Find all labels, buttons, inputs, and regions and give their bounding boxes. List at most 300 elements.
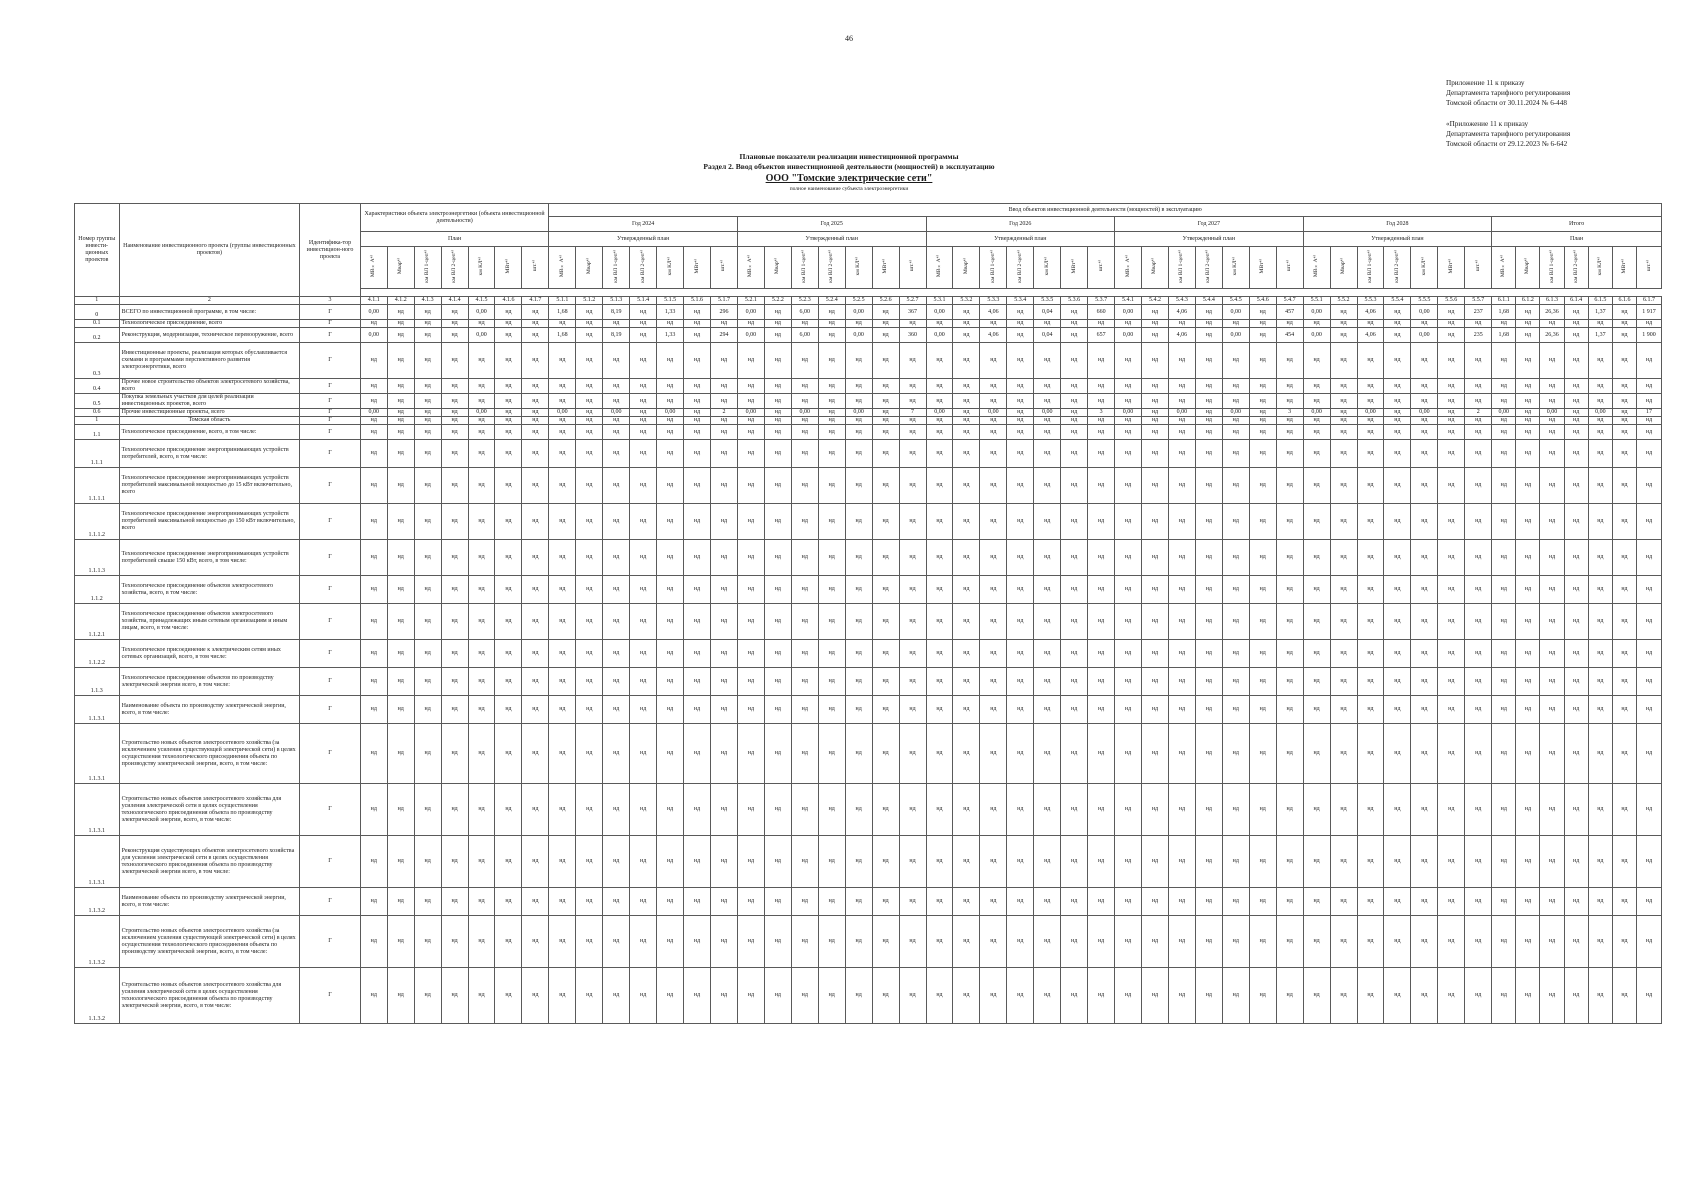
value-cell: нд (1357, 343, 1384, 379)
column-code: 4.1.6 (495, 297, 522, 305)
value-cell: нд (1564, 328, 1588, 343)
value-cell: нд (711, 425, 738, 440)
value-cell: 296 (711, 305, 738, 320)
value-cell: нд (576, 540, 603, 576)
column-code: 5.2.3 (791, 297, 818, 305)
value-cell: нд (684, 320, 711, 328)
value-cell: нд (1249, 394, 1276, 409)
value-cell: нд (414, 540, 441, 576)
value-cell: нд (1276, 576, 1303, 604)
value-cell: нд (953, 888, 980, 916)
header-commissioning: Ввод объектов инвестиционной деятельности (мощностей) в эксплуатацию (549, 204, 1662, 217)
value-cell: нд (657, 379, 684, 394)
value-cell: нд (1142, 468, 1169, 504)
value-cell: 2 (711, 409, 738, 417)
value-cell: нд (630, 576, 657, 604)
value-cell: нд (1588, 640, 1612, 668)
value-cell: нд (1465, 468, 1492, 504)
value-cell: нд (899, 343, 926, 379)
value-cell: нд (1384, 417, 1411, 425)
unit-label: шт.⁴⁾ (531, 260, 538, 272)
value-cell: нд (953, 440, 980, 468)
value-cell: нд (1438, 417, 1465, 425)
value-cell: нд (1303, 417, 1330, 425)
value-cell: нд (549, 784, 576, 836)
value-cell: нд (684, 668, 711, 696)
value-cell: нд (1115, 440, 1142, 468)
value-cell: нд (387, 604, 414, 640)
value-cell: нд (980, 394, 1007, 409)
value-cell: 0,00 (1303, 328, 1330, 343)
value-cell: нд (764, 379, 791, 394)
unit-label: км ВЛ 2-цеп⁴⁾ (1393, 249, 1400, 283)
value-cell: нд (1465, 504, 1492, 540)
value-cell: нд (549, 343, 576, 379)
value-cell: 1,68 (1492, 328, 1516, 343)
value-cell: нд (1088, 504, 1115, 540)
value-cell: нд (926, 640, 953, 668)
value-cell: нд (630, 540, 657, 576)
value-cell: нд (495, 417, 522, 425)
value-cell: нд (522, 696, 549, 724)
value-cell: нд (1142, 668, 1169, 696)
value-cell: нд (818, 320, 845, 328)
value-cell: нд (387, 504, 414, 540)
value-cell: нд (522, 417, 549, 425)
value-cell: нд (1438, 468, 1465, 504)
value-cell: нд (1384, 784, 1411, 836)
value-cell: нд (1195, 320, 1222, 328)
value-cell: 660 (1088, 305, 1115, 320)
value-cell: нд (630, 604, 657, 640)
value-cell: нд (1411, 425, 1438, 440)
value-cell: нд (1249, 696, 1276, 724)
value-cell: нд (899, 504, 926, 540)
value-cell: нд (845, 576, 872, 604)
value-cell: нд (1061, 604, 1088, 640)
organization-name: ООО "Томские электрические сети" (765, 173, 933, 184)
value-cell: нд (1168, 379, 1195, 394)
value-cell: нд (1034, 604, 1061, 640)
column-code: 5.3.3 (980, 297, 1007, 305)
value-cell: нд (576, 888, 603, 916)
value-cell: нд (737, 320, 764, 328)
header-unit (737, 247, 764, 289)
value-cell: нд (1564, 320, 1588, 328)
value-cell: 294 (711, 328, 738, 343)
header-unit (1195, 247, 1222, 289)
value-cell: нд (1142, 968, 1169, 1024)
value-cell: нд (1061, 394, 1088, 409)
value-cell: нд (1465, 417, 1492, 425)
value-cell: нд (980, 343, 1007, 379)
header-unit (522, 247, 549, 289)
column-code: 4.1.4 (441, 297, 468, 305)
value-cell: нд (872, 379, 899, 394)
value-cell: нд (1115, 576, 1142, 604)
value-cell: нд (1249, 888, 1276, 916)
value-cell: нд (657, 916, 684, 968)
row-number: 1.1.2 (75, 576, 120, 604)
value-cell: нд (818, 379, 845, 394)
value-cell: нд (1330, 724, 1357, 784)
value-cell: 0,00 (468, 305, 495, 320)
value-cell: нд (684, 409, 711, 417)
value-cell: нд (441, 425, 468, 440)
value-cell: нд (1465, 724, 1492, 784)
value-cell: нд (1088, 724, 1115, 784)
value-cell: нд (1516, 409, 1540, 417)
value-cell: нд (1249, 604, 1276, 640)
value-cell: нд (1249, 417, 1276, 425)
value-cell: нд (441, 576, 468, 604)
page-number: 46 (845, 34, 853, 43)
value-cell: нд (468, 504, 495, 540)
value-cell: нд (1303, 888, 1330, 916)
column-code: 5.4.2 (1142, 297, 1169, 305)
value-cell: нд (1330, 836, 1357, 888)
value-cell: нд (1540, 417, 1564, 425)
value-cell: нд (576, 305, 603, 320)
value-cell: нд (711, 320, 738, 328)
value-cell: нд (818, 836, 845, 888)
value-cell: нд (1061, 540, 1088, 576)
value-cell: нд (549, 379, 576, 394)
value-cell: нд (1492, 640, 1516, 668)
column-code: 5.5.5 (1411, 297, 1438, 305)
value-cell: нд (1612, 836, 1636, 888)
value-cell: нд (1588, 668, 1612, 696)
value-cell: нд (980, 440, 1007, 468)
value-cell: нд (737, 468, 764, 504)
value-cell: 0,00 (1115, 328, 1142, 343)
value-cell: нд (1540, 320, 1564, 328)
value-cell: нд (845, 320, 872, 328)
value-cell: нд (737, 440, 764, 468)
header-unit (1384, 247, 1411, 289)
value-cell: нд (1612, 640, 1636, 668)
value-cell: нд (711, 696, 738, 724)
value-cell: нд (872, 724, 899, 784)
column-code: 6.1.1 (1492, 297, 1516, 305)
header-unit (630, 247, 657, 289)
value-cell: нд (495, 836, 522, 888)
value-cell: нд (1384, 640, 1411, 668)
value-cell: нд (1516, 668, 1540, 696)
value-cell: нд (926, 696, 953, 724)
value-cell: нд (845, 836, 872, 888)
unit-label: МВ×А⁴⁾ (1313, 254, 1320, 278)
value-cell: нд (657, 343, 684, 379)
value-cell: нд (1492, 379, 1516, 394)
column-index: 2 (119, 297, 300, 305)
unit-label: МВт⁴⁾ (1259, 258, 1266, 274)
value-cell: нд (1564, 504, 1588, 540)
row-number: 1.1.1.3 (75, 540, 120, 576)
value-cell: нд (684, 836, 711, 888)
value-cell: нд (1540, 504, 1564, 540)
value-cell: нд (414, 328, 441, 343)
value-cell: нд (1564, 409, 1588, 417)
value-cell: нд (657, 836, 684, 888)
value-cell: нд (630, 504, 657, 540)
value-cell: нд (953, 668, 980, 696)
value-cell: нд (360, 640, 387, 668)
value-cell: нд (1007, 379, 1034, 394)
value-cell: нд (1007, 409, 1034, 417)
value-cell: нд (764, 888, 791, 916)
value-cell: нд (1222, 468, 1249, 504)
value-cell: нд (818, 504, 845, 540)
value-cell: нд (468, 696, 495, 724)
table-row (75, 784, 1662, 836)
value-cell: нд (1588, 540, 1612, 576)
value-cell: 0,00 (980, 409, 1007, 417)
value-cell: нд (1492, 394, 1516, 409)
value-cell: нд (953, 379, 980, 394)
value-cell: 0,00 (1034, 409, 1061, 417)
value-cell: нд (1088, 576, 1115, 604)
value-cell: нд (1115, 784, 1142, 836)
value-cell: нд (549, 320, 576, 328)
value-cell: нд (495, 409, 522, 417)
value-cell: нд (1540, 640, 1564, 668)
table-row (75, 394, 1662, 409)
table-row (75, 640, 1662, 668)
value-cell: 0,00 (845, 409, 872, 417)
value-cell: нд (1088, 668, 1115, 696)
value-cell: нд (1330, 916, 1357, 968)
value-cell: нд (1516, 836, 1540, 888)
row-identifier: Г (300, 696, 361, 724)
value-cell: нд (1357, 379, 1384, 394)
value-cell: нд (1276, 604, 1303, 640)
unit-label: км ВЛ 2-цеп⁴⁾ (1016, 249, 1023, 283)
header-unit (1061, 247, 1088, 289)
value-cell: нд (1357, 440, 1384, 468)
value-cell: нд (576, 440, 603, 468)
value-cell: нд (1115, 640, 1142, 668)
value-cell: нд (441, 504, 468, 540)
value-cell: нд (1007, 696, 1034, 724)
value-cell: 0,00 (1588, 409, 1612, 417)
value-cell: нд (737, 379, 764, 394)
value-cell: нд (1115, 320, 1142, 328)
value-cell: нд (872, 640, 899, 668)
header-unit (387, 247, 414, 289)
unit-label: МВт⁴⁾ (1620, 258, 1627, 274)
row-identifier: Г (300, 417, 361, 425)
value-cell: нд (1516, 724, 1540, 784)
value-cell: нд (953, 784, 980, 836)
value-cell: нд (737, 968, 764, 1024)
value-cell: нд (818, 916, 845, 968)
document-header (0, 152, 1698, 193)
value-cell: нд (495, 888, 522, 916)
row-number: 1.1.3.1 (75, 784, 120, 836)
value-cell: нд (791, 888, 818, 916)
value-cell: нд (1516, 328, 1540, 343)
value-cell: нд (953, 425, 980, 440)
value-cell: нд (953, 468, 980, 504)
value-cell: нд (1438, 394, 1465, 409)
value-cell: 6,00 (791, 328, 818, 343)
value-cell: нд (1061, 305, 1088, 320)
value-cell: нд (549, 888, 576, 916)
value-cell: нд (495, 305, 522, 320)
value-cell: нд (1007, 576, 1034, 604)
value-cell: нд (630, 968, 657, 1024)
value-cell: нд (1222, 836, 1249, 888)
value-cell: нд (1492, 836, 1516, 888)
value-cell: нд (1088, 425, 1115, 440)
table-row (75, 668, 1662, 696)
header-plan: План (360, 232, 549, 247)
value-cell: нд (818, 576, 845, 604)
value-cell: нд (791, 696, 818, 724)
value-cell: 454 (1276, 328, 1303, 343)
value-cell: нд (845, 425, 872, 440)
value-cell: нд (630, 409, 657, 417)
value-cell: нд (387, 836, 414, 888)
header-unit (1007, 247, 1034, 289)
value-cell: нд (1465, 836, 1492, 888)
column-code: 6.1.2 (1516, 297, 1540, 305)
value-cell: нд (1540, 343, 1564, 379)
value-cell: нд (1540, 668, 1564, 696)
value-cell: нд (603, 417, 630, 425)
header-plan: План (1492, 232, 1662, 247)
row-number: 0.2 (75, 328, 120, 343)
column-code: 5.2.1 (737, 297, 764, 305)
value-cell: нд (1492, 425, 1516, 440)
value-cell: нд (1249, 379, 1276, 394)
value-cell: нд (1540, 379, 1564, 394)
value-cell: нд (1384, 888, 1411, 916)
value-cell: нд (899, 440, 926, 468)
value-cell: нд (791, 668, 818, 696)
value-cell: нд (1465, 668, 1492, 696)
value-cell: нд (1588, 504, 1612, 540)
approval-line: Приложение 11 к приказу (1446, 79, 1525, 87)
value-cell: нд (1540, 696, 1564, 724)
value-cell: 0,00 (1357, 409, 1384, 417)
table-row (75, 724, 1662, 784)
value-cell: нд (1516, 417, 1540, 425)
value-cell: нд (1612, 379, 1636, 394)
value-cell: нд (1411, 379, 1438, 394)
row-name: Технологическое присоединение энергопринимающих устройств потребителей свыше 150 кВт, всего, в том числе: (119, 540, 300, 576)
row-number: 1.1.3.2 (75, 968, 120, 1024)
value-cell: нд (1303, 468, 1330, 504)
value-cell: нд (926, 468, 953, 504)
value-cell: нд (1088, 916, 1115, 968)
value-cell: нд (630, 343, 657, 379)
value-cell: 1 917 (1637, 305, 1662, 320)
value-cell: нд (576, 320, 603, 328)
value-cell: нд (495, 425, 522, 440)
table-row (75, 417, 1662, 425)
value-cell: нд (1540, 394, 1564, 409)
header-unit (1034, 247, 1061, 289)
value-cell: нд (1564, 394, 1588, 409)
value-cell: нд (1088, 379, 1115, 394)
value-cell: нд (1516, 968, 1540, 1024)
value-cell: нд (1492, 724, 1516, 784)
value-cell: 0,00 (1303, 409, 1330, 417)
header-unit (1222, 247, 1249, 289)
table-row (75, 504, 1662, 540)
value-cell: нд (1088, 343, 1115, 379)
value-cell: нд (1276, 440, 1303, 468)
value-cell: нд (630, 305, 657, 320)
value-cell: нд (1637, 640, 1662, 668)
row-identifier: Г (300, 640, 361, 668)
row-number: 1.1.1.1 (75, 468, 120, 504)
value-cell: нд (1115, 343, 1142, 379)
value-cell: нд (1249, 425, 1276, 440)
value-cell: нд (387, 417, 414, 425)
value-cell: нд (630, 417, 657, 425)
value-cell: нд (1249, 468, 1276, 504)
value-cell: нд (764, 916, 791, 968)
value-cell: нд (1330, 425, 1357, 440)
value-cell: нд (603, 916, 630, 968)
value-cell: нд (441, 604, 468, 640)
value-cell: нд (1168, 836, 1195, 888)
value-cell: нд (1357, 417, 1384, 425)
value-cell: нд (1249, 409, 1276, 417)
unit-label: км ВЛ 2-цеп⁴⁾ (1205, 249, 1212, 283)
value-cell: нд (1195, 409, 1222, 417)
value-cell: 0,00 (657, 409, 684, 417)
value-cell: нд (1330, 696, 1357, 724)
table-row (75, 425, 1662, 440)
value-cell: нд (1438, 696, 1465, 724)
value-cell: нд (980, 836, 1007, 888)
value-cell: нд (1612, 784, 1636, 836)
value-cell: нд (576, 394, 603, 409)
value-cell: нд (1438, 668, 1465, 696)
value-cell: 4,06 (1168, 328, 1195, 343)
value-cell: нд (1222, 640, 1249, 668)
value-cell: нд (495, 576, 522, 604)
unit-label: МВт⁴⁾ (1070, 258, 1077, 274)
value-cell: нд (1612, 468, 1636, 504)
value-cell: нд (1168, 668, 1195, 696)
unit-label: МВ×А⁴⁾ (747, 254, 754, 278)
value-cell: нд (791, 394, 818, 409)
value-cell: нд (980, 576, 1007, 604)
unit-label: км КЛ⁴⁾ (1420, 256, 1427, 276)
value-cell: нд (1330, 409, 1357, 417)
value-cell: нд (1564, 305, 1588, 320)
value-cell: нд (845, 394, 872, 409)
header-plan: Утвержденный план (926, 232, 1115, 247)
value-cell: нд (1564, 343, 1588, 379)
row-number: 0.1 (75, 320, 120, 328)
value-cell: нд (1492, 417, 1516, 425)
value-cell: нд (1195, 604, 1222, 640)
value-cell: нд (360, 604, 387, 640)
value-cell: нд (1195, 836, 1222, 888)
value-cell: нд (387, 320, 414, 328)
value-cell: нд (603, 320, 630, 328)
header-identifier: Идентифика-тор инвестицион-ного проекта (300, 204, 361, 297)
value-cell: нд (549, 968, 576, 1024)
value-cell: нд (818, 784, 845, 836)
value-cell: нд (1115, 668, 1142, 696)
